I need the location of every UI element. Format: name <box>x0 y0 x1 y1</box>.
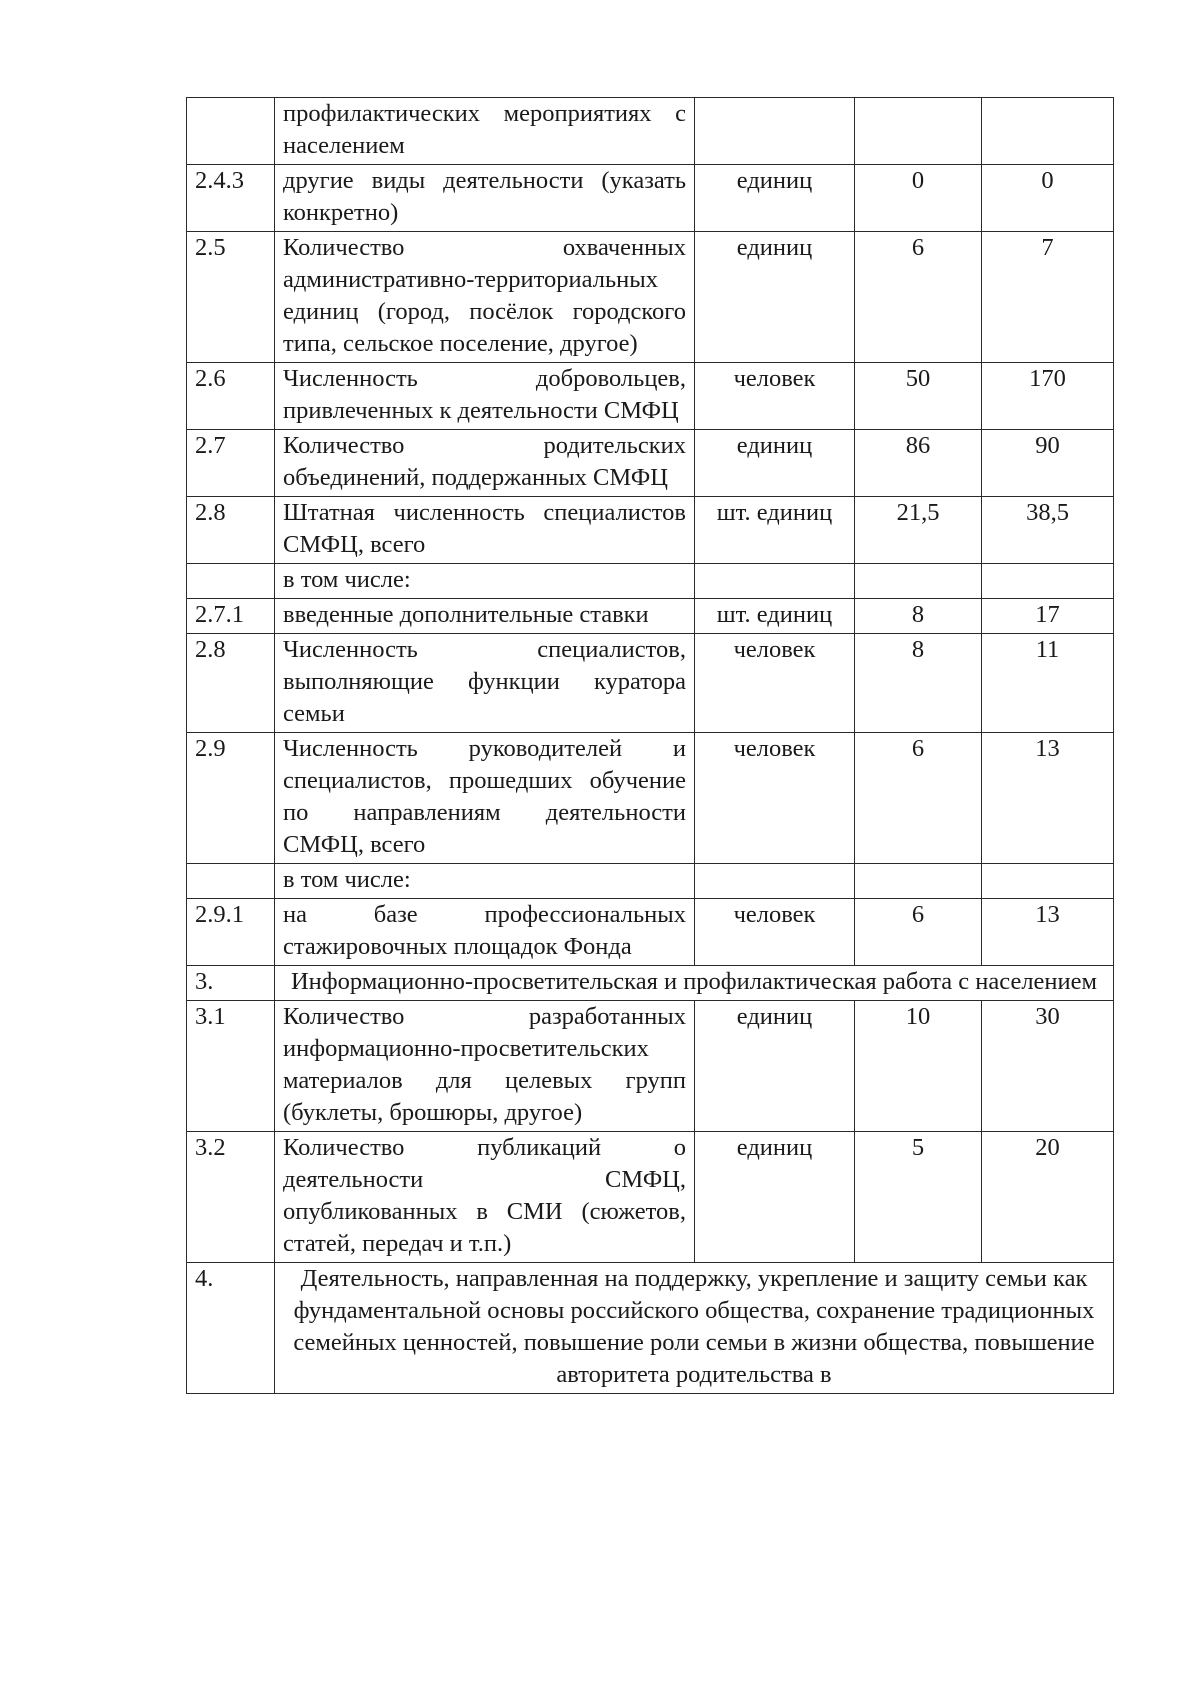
table-row <box>187 98 1114 165</box>
unit-cell: единиц <box>695 1001 855 1132</box>
indicator-name-cell: Штатная численность специалистов СМФЦ, всего <box>275 497 695 564</box>
indicator-name-cell: Численность добровольцев, привлеченных к деятельности СМФЦ <box>275 363 695 430</box>
value-cell-1: 86 <box>855 430 982 497</box>
table-row <box>187 363 1114 430</box>
row-number-cell: 3. <box>187 966 275 1001</box>
section-row <box>187 966 1114 1001</box>
value-cell-2: 90 <box>982 430 1114 497</box>
indicator-name-cell: Численность специалистов, выполняющие функции куратора семьи <box>275 634 695 733</box>
value-cell-2: 7 <box>982 232 1114 363</box>
unit-cell: шт. единиц <box>695 497 855 564</box>
indicator-name-cell: Численность руководителей и специалистов, прошедших обучение по направлениям деятельности СМФЦ, всего <box>275 733 695 864</box>
value-cell-2: 170 <box>982 363 1114 430</box>
unit-cell: человек <box>695 363 855 430</box>
table-row <box>187 599 1114 634</box>
table-row <box>187 864 1114 899</box>
table-row <box>187 1132 1114 1263</box>
unit-cell <box>695 98 855 165</box>
row-number-cell <box>187 864 275 899</box>
value-cell-1: 6 <box>855 899 982 966</box>
table-body <box>187 98 1114 1394</box>
value-cell-1: 10 <box>855 1001 982 1132</box>
value-cell-2: 17 <box>982 599 1114 634</box>
indicator-name-cell: в том числе: <box>275 864 695 899</box>
table-row <box>187 899 1114 966</box>
indicator-name-cell: Количество публикаций о деятельности СМФЦ, опубликованных в СМИ (сюжетов, статей, передач и т.п.) <box>275 1132 695 1263</box>
value-cell-2: 20 <box>982 1132 1114 1263</box>
value-cell-1: 6 <box>855 232 982 363</box>
table-row <box>187 232 1114 363</box>
section-row <box>187 1263 1114 1394</box>
row-number-cell <box>187 98 275 165</box>
table-row <box>187 430 1114 497</box>
row-number-cell: 2.7.1 <box>187 599 275 634</box>
unit-cell <box>695 564 855 599</box>
document-page <box>186 97 1113 1394</box>
unit-cell: шт. единиц <box>695 599 855 634</box>
table-row <box>187 564 1114 599</box>
row-number-cell: 3.1 <box>187 1001 275 1132</box>
value-cell-1 <box>855 864 982 899</box>
value-cell-1: 8 <box>855 634 982 733</box>
row-number-cell: 2.8 <box>187 497 275 564</box>
value-cell-1: 5 <box>855 1132 982 1263</box>
value-cell-1 <box>855 98 982 165</box>
table-row <box>187 497 1114 564</box>
value-cell-1 <box>855 564 982 599</box>
row-number-cell: 2.9.1 <box>187 899 275 966</box>
table-row <box>187 733 1114 864</box>
row-number-cell: 3.2 <box>187 1132 275 1263</box>
value-cell-2: 30 <box>982 1001 1114 1132</box>
indicator-name-cell: другие виды деятельности (указать конкретно) <box>275 165 695 232</box>
value-cell-1: 50 <box>855 363 982 430</box>
table-row <box>187 634 1114 733</box>
row-number-cell: 4. <box>187 1263 275 1394</box>
section-title-cell: Деятельность, направленная на поддержку, укрепление и защиту семьи как фундаментальной основы российского общества, сохранение традиционных семейных ценностей, повышение роли семьи в жизни общества, повышение авторитета родительства в <box>275 1263 1114 1394</box>
unit-cell: человек <box>695 634 855 733</box>
indicator-name-cell: на базе профессиональных стажировочных площадок Фонда <box>275 899 695 966</box>
value-cell-2: 38,5 <box>982 497 1114 564</box>
row-number-cell <box>187 564 275 599</box>
value-cell-2: 11 <box>982 634 1114 733</box>
table-row <box>187 1001 1114 1132</box>
section-title-cell: Информационно-просветительская и профилактическая работа с населением <box>275 966 1114 1001</box>
unit-cell: единиц <box>695 232 855 363</box>
value-cell-2: 13 <box>982 733 1114 864</box>
unit-cell: человек <box>695 899 855 966</box>
value-cell-2 <box>982 98 1114 165</box>
value-cell-2: 13 <box>982 899 1114 966</box>
value-cell-1: 21,5 <box>855 497 982 564</box>
indicator-name-cell: Количество родительских объединений, поддержанных СМФЦ <box>275 430 695 497</box>
indicator-name-cell: профилактических мероприятиях с населением <box>275 98 695 165</box>
row-number-cell: 2.6 <box>187 363 275 430</box>
indicator-name-cell: Количество разработанных информационно-просветительских материалов для целевых групп (буклеты, брошюры, другое) <box>275 1001 695 1132</box>
indicator-name-cell: Количество охваченных административно-территориальных единиц (город, посёлок городского типа, сельское поселение, другое) <box>275 232 695 363</box>
row-number-cell: 2.9 <box>187 733 275 864</box>
unit-cell: единиц <box>695 1132 855 1263</box>
table-row <box>187 165 1114 232</box>
value-cell-1: 6 <box>855 733 982 864</box>
value-cell-1: 0 <box>855 165 982 232</box>
indicator-name-cell: в том числе: <box>275 564 695 599</box>
value-cell-2 <box>982 564 1114 599</box>
unit-cell <box>695 864 855 899</box>
row-number-cell: 2.8 <box>187 634 275 733</box>
row-number-cell: 2.4.3 <box>187 165 275 232</box>
row-number-cell: 2.5 <box>187 232 275 363</box>
value-cell-1: 8 <box>855 599 982 634</box>
unit-cell: человек <box>695 733 855 864</box>
row-number-cell: 2.7 <box>187 430 275 497</box>
value-cell-2: 0 <box>982 165 1114 232</box>
value-cell-2 <box>982 864 1114 899</box>
indicator-name-cell: введенные дополнительные ставки <box>275 599 695 634</box>
unit-cell: единиц <box>695 165 855 232</box>
unit-cell: единиц <box>695 430 855 497</box>
indicators-table <box>186 97 1114 1394</box>
